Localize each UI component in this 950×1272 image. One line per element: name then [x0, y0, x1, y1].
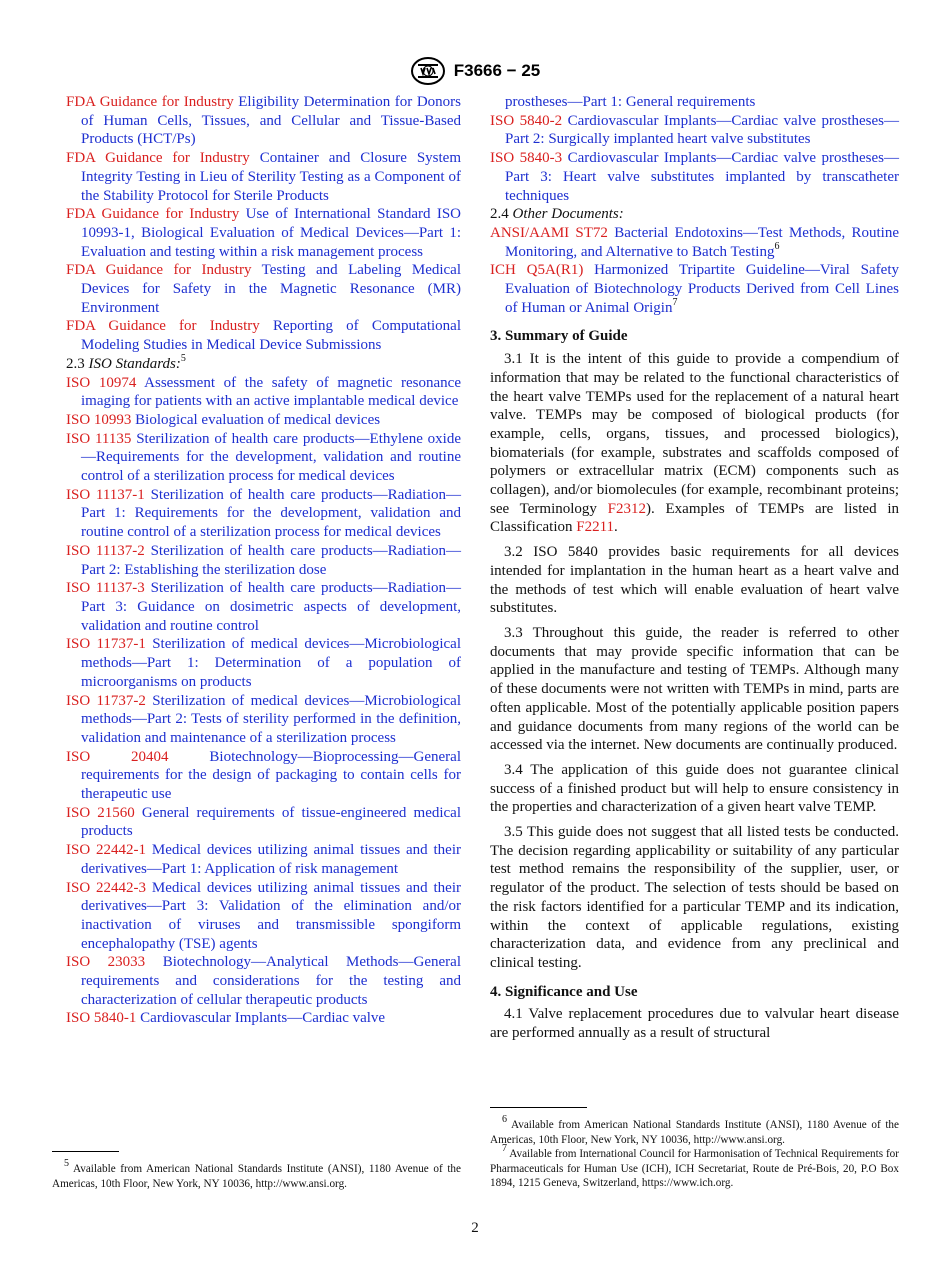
footnote-number: 5: [64, 1158, 69, 1170]
footnote-text: Available from International Council for Harmonisation of Technical Requirements for Pharmaceuticals for Human Use (ICH), ICH Secretariat, Route de Pré-Bois, 20, P.O Box 1894, 1215 Geneva, Switzerland, https://www.ich.org.: [490, 1148, 899, 1190]
reference-title-link[interactable]: Use of International Standard ISO 10993-1, Biological Evaluation of Medical Devices—Part 1: Evaluation and testing within a risk management process: [81, 206, 462, 260]
reference-code-link[interactable]: ICH Q5A(R1): [490, 262, 584, 279]
reference-entry: [490, 112, 899, 149]
reference-code-link[interactable]: FDA Guidance for Industry: [66, 94, 234, 110]
reference-title-link[interactable]: Bacterial Endotoxins—Test Methods, Routine Monitoring, and Alternative to Batch Testing: [505, 224, 899, 260]
reference-entry: [66, 149, 461, 205]
reference-entry: [66, 261, 461, 317]
footnote-6: [490, 1114, 899, 1147]
reference-entry: [66, 542, 461, 579]
left-column: [66, 93, 461, 1028]
subsection-2-4-heading: [490, 205, 899, 224]
reference-title-link[interactable]: Sterilization of health care products—Ethylene oxide—Requirements for the development, validation and routine control of a sterilization process for medical devices: [81, 430, 462, 485]
astm-logo-icon: [410, 56, 446, 86]
reference-title-link[interactable]: Medical devices utilizing animal tissues and their derivatives—Part 1: Application of risk management: [81, 842, 461, 877]
reference-title-link[interactable]: Assessment of the safety of magnetic resonance imaging for patients with an active implantable medical device: [81, 374, 461, 410]
section-4-heading: 4. Significance and Use: [490, 983, 638, 1000]
reference-code-link[interactable]: ANSI/AAMI ST72: [490, 224, 608, 241]
reference-entry: [66, 579, 461, 635]
right-column: [490, 93, 899, 1049]
reference-title-link[interactable]: Biotechnology—Bioprocessing—General requirements for the design of packaging to contain cells for therapeutic use: [81, 748, 462, 803]
reference-code-link[interactable]: ISO 11137-3: [66, 580, 145, 597]
reference-title-link[interactable]: Biotechnology—Analytical Methods—General requirements and considerations for the testing and characterization of cellular therapeutic products: [81, 954, 461, 1008]
reference-entry: [66, 486, 461, 542]
reference-entry: [66, 430, 461, 486]
reference-code-link[interactable]: ISO 11137-2: [66, 542, 145, 559]
reference-code-link[interactable]: ISO 5840-3: [490, 150, 563, 167]
reference-title-link[interactable]: Harmonized Tripartite Guideline—Viral Safety Evaluation of Biotechnology Products Derived from Cell Lines of Human or Animal Origin: [505, 262, 899, 316]
paragraph-3-4: 3.4 The application of this guide does not guarantee clinical success of a finished product but will help to ensure consistency in the properties and characterization of a given heart valve TEMP.: [490, 761, 899, 816]
subsection-2-3-heading: [66, 352, 461, 374]
reference-entry: [490, 261, 899, 317]
footnote-marker[interactable]: 7: [672, 296, 678, 308]
reference-code-link[interactable]: FDA Guidance for Industry: [66, 206, 240, 223]
footnotes-right: [490, 1114, 899, 1191]
reference-entry-continued: [490, 93, 899, 112]
subsection-number: 2.4: [490, 206, 509, 223]
footnote-marker[interactable]: 6: [774, 240, 780, 252]
reference-entry: [66, 93, 461, 149]
subsection-number: 2.3: [66, 355, 85, 372]
reference-entry: [66, 635, 461, 691]
reference-code-link[interactable]: ISO 22442-3: [66, 879, 147, 896]
footnote-text: Available from American National Standards Institute (ANSI), 1180 Avenue of the Americas, 10th Floor, New York, NY 10036, http://www.ansi.org.: [52, 1163, 461, 1190]
reference-title-link[interactable]: prostheses—Part 1: General requirements: [505, 94, 756, 110]
reference-entry: [490, 224, 899, 261]
document-designation: F3666 − 25: [453, 61, 541, 80]
subsection-title: Other Documents:: [512, 206, 624, 223]
paragraph-3-1: [490, 350, 899, 537]
reference-code-link[interactable]: FDA Guidance for Industry: [66, 262, 252, 279]
reference-title-link[interactable]: Cardiovascular Implants—Cardiac valve prostheses—Part 2: Surgically implanted heart valve substitutes: [505, 112, 899, 148]
standard-link-f2312[interactable]: F2312: [607, 500, 647, 517]
reference-entry: [66, 692, 461, 748]
footnote-5: [52, 1158, 461, 1191]
footnote-divider: [52, 1151, 119, 1152]
footnote-number: 6: [502, 1114, 507, 1126]
reference-title-link[interactable]: Container and Closure System Integrity Testing in Lieu of Sterility Testing as a Component of the Stability Protocol for Sterile Products: [81, 150, 461, 204]
reference-code-link[interactable]: ISO 21560: [66, 804, 135, 821]
reference-code-link[interactable]: ISO 10993: [66, 411, 132, 428]
footnote-number: 7: [502, 1143, 507, 1155]
footnote-text: Available from American National Standards Institute (ANSI), 1180 Avenue of the Americas, 10th Floor, New York, NY 10036, http://www.ansi.org.: [490, 1119, 899, 1146]
footnote-7: [490, 1143, 899, 1191]
reference-title-link[interactable]: Sterilization of medical devices—Microbiological methods—Part 2: Tests of sterility performed in the definition, validation and maintenance of a sterilization process: [81, 692, 461, 746]
reference-code-link[interactable]: ISO 11135: [66, 430, 132, 447]
reference-title-link[interactable]: Reporting of Computational Modeling Studies in Medical Device Submissions: [81, 318, 461, 354]
reference-title-link[interactable]: Cardiovascular Implants—Cardiac valve prostheses—Part 3: Heart valve substitutes implanted by transcatheter techniques: [505, 150, 899, 204]
reference-entry: [66, 205, 461, 261]
paragraph-3-3: 3.3 Throughout this guide, the reader is referred to other documents that may provide specific information that can be applied in the manufacture and testing of TEMPs. Although many of these documents were not written with TEMPs in mind, parts are often applicable. Most of the potentially applicable position papers and guidance documents from many regions of the world can be accessed via the internet. New documents are continually produced.: [490, 624, 899, 754]
reference-title-link[interactable]: Testing and Labeling Medical Devices for Safety in the Magnetic Resonance (MR) Environment: [81, 262, 461, 316]
subsection-title: ISO Standards:: [88, 355, 181, 372]
reference-entry: [490, 149, 899, 205]
reference-entry: [66, 1009, 461, 1028]
reference-title-link[interactable]: Sterilization of health care products—Radiation—Part 1: Requirements for the development, validation and routine control of a sterilization process for medical devices: [81, 486, 461, 541]
footnote-marker[interactable]: 5: [180, 352, 186, 364]
reference-code-link[interactable]: ISO 5840-1: [66, 1010, 137, 1027]
paragraph-text: .: [614, 519, 618, 536]
standard-link-f2211[interactable]: F2211: [576, 519, 615, 536]
paragraph-3-5: 3.5 This guide does not suggest that all listed tests be conducted. The decision regarding applicability or suitability of any particular test method remains the responsibility of the supplier, user, or regulator of the product. The selection of tests should be based on the risk factors identified for a particular TEMP and its indication, within the context of applicable regulations, existing characterization data, and evidence from any preclinical and clinical testing.: [490, 824, 899, 971]
reference-title-link[interactable]: Sterilization of medical devices—Microbiological methods—Part 1: Determination of a population of microorganisms on products: [81, 636, 461, 690]
reference-title-link[interactable]: Eligibility Determination for Donors of Human Cells, Tissues, and Cellular and Tissue-Based Products (HCT/Ps): [81, 94, 461, 148]
reference-entry: [66, 374, 461, 411]
reference-title-link[interactable]: Cardiovascular Implants—Cardiac valve: [140, 1010, 386, 1027]
reference-title-link[interactable]: Biological evaluation of medical devices: [135, 411, 381, 428]
reference-code-link[interactable]: ISO 22442-1: [66, 842, 147, 859]
footnote-divider: [490, 1107, 587, 1108]
reference-code-link[interactable]: ISO 5840-2: [490, 112, 563, 129]
paragraph-3-2: 3.2 ISO 5840 provides basic requirements for all devices intended for implantation in the human heart as a heart valve and the methods of test which will enable evaluation of heart valve substitutes.: [490, 544, 899, 617]
page-number: 2: [471, 1220, 479, 1236]
reference-entry: [66, 879, 461, 954]
reference-title-link[interactable]: Sterilization of health care products—Radiation—Part 2: Establishing the sterilization dose: [81, 542, 461, 578]
paragraph-4-1: 4.1 Valve replacement procedures due to valvular heart disease are performed annually as a result of structural: [490, 1006, 899, 1042]
reference-entry: [66, 841, 461, 878]
page-header: [0, 56, 950, 86]
reference-code-link[interactable]: FDA Guidance for Industry: [66, 318, 260, 335]
paragraph-text: 3.1 It is the intent of this guide to provide a compendium of information that may be related to the functional characteristics of the heart valve TEMPs used for the replacement of a natural heart valve. TEMPs may be composed of biological products (for example, cells, organs, tissues, and processed biologics), biomaterials (for example, substrates and scaffolds composed of polymers or extracellular matrix (ECM) components such as collagen), and/or biomolecules (for example, recombinant proteins; see Terminology: [490, 351, 899, 517]
reference-entry: [66, 411, 461, 430]
reference-entry: [66, 953, 461, 1009]
reference-title-link[interactable]: Sterilization of health care products—Radiation—Part 3: Guidance on dosimetric aspects of development, validation and routine control: [81, 580, 461, 634]
reference-code-link[interactable]: ISO 11737-2: [66, 692, 146, 709]
footnotes-left: [52, 1158, 461, 1191]
reference-code-link[interactable]: ISO 23033: [66, 954, 146, 971]
reference-code-link[interactable]: ISO 10974: [66, 374, 137, 391]
reference-entry: [66, 317, 461, 354]
reference-entry: [66, 748, 461, 804]
reference-code-link[interactable]: ISO 20404: [66, 748, 169, 765]
reference-title-link[interactable]: Medical devices utilizing animal tissues and their derivatives—Part 3: Validation of the elimination and/or inactivation of viruses and transmissible spongiform encephalopathy (TSE) agents: [81, 879, 461, 952]
reference-code-link[interactable]: ISO 11737-1: [66, 636, 146, 653]
paragraph-text: ). Examples of TEMPs are listed in Classification: [490, 500, 899, 536]
reference-entry: [66, 804, 461, 841]
reference-code-link[interactable]: ISO 11137-1: [66, 486, 145, 503]
section-3-heading: 3. Summary of Guide: [490, 328, 628, 345]
reference-title-link[interactable]: General requirements of tissue-engineered medical products: [81, 804, 462, 840]
reference-code-link[interactable]: FDA Guidance for Industry: [66, 150, 250, 167]
